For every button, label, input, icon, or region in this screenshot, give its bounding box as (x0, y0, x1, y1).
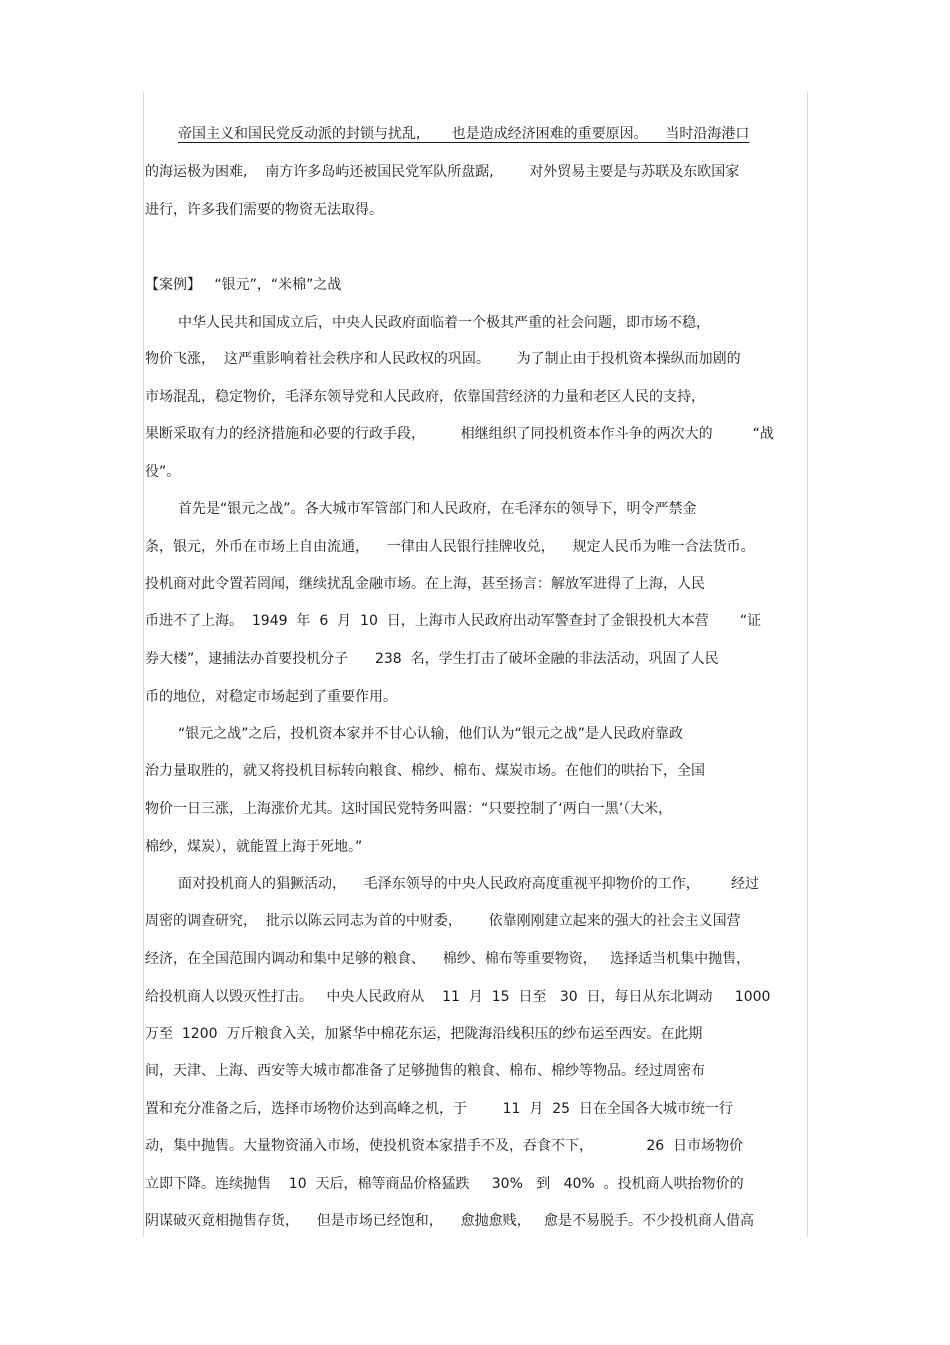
text-line: 进行，许多我们需要的物资无法取得。 (145, 202, 383, 218)
text-line: 周密的调查研究， 批示以陈云同志为首的中财委， 依靠刚刚建立起来的强大的社会主义国营 (145, 913, 741, 929)
text-line: 役”。 (145, 464, 181, 480)
text-line: 立即下降。连续抛售 10 天后，棉等商品价格猛跌 30% 到 40% 。投机商人哄抬物价的 (145, 1176, 744, 1192)
text-line: 万至 1200 万斤粮食入关，加紧华中棉花东运，把陇海沿线积压的纱布运至西安。在此期 (145, 1026, 703, 1042)
text-line: 物价一日三涨，上海涨价尤其。这时国民党特务叫嚣：“只要控制了‘两白一黑’（大米， (145, 801, 673, 817)
text-line: “银元之战”之后，投机资本家并不甘心认输，他们认为“银元之战”是人民政府靠政 (178, 726, 684, 742)
text-line: 币的地位，对稳定市场起到了重要作用。 (145, 689, 397, 705)
text-line: 帝国主义和国民党反动派的封锁与扰乱, 也是造成经济困难的重要原因。 当时沿海港口 (178, 126, 750, 142)
text-line: 给投机商人以毁灭性打击。 中央人民政府从 11 月 15 日至 30 日，每日从东北调动 1000 (145, 989, 771, 1005)
text-line: 物价飞涨， 这严重影响着社会秩序和人民政权的巩固。 为了制止由于投机资本操纵而加剧的 (145, 351, 741, 367)
text-line: 经济，在全国范围内调动和集中足够的粮食、 棉纱、棉布等重要物资， 选择适当机集中抛售， (145, 951, 751, 967)
text-line: 条，银元，外币在市场上自由流通， 一律由人民银行挂牌收兑， 规定人民币为唯一合法货币。 (145, 539, 755, 555)
text-line: 首先是“银元之战”。各大城市军管部门和人民政府，在毛泽东的领导下，明令严禁金 (178, 501, 697, 517)
text-line: 治力量取胜的，就又将投机目标转向粮食、棉纱、棉布、煤炭市场。在他们的哄抬下，全国 (145, 763, 705, 779)
text-line: 棉纱，煤炭），就能置上海于死地。” (145, 839, 363, 855)
text-line: 果断采取有力的经济措施和必要的行政手段， 相继组织了同投机资本作斗争的两次大的 “战 (145, 426, 774, 442)
text-line: 投机商对此令置若罔闻，继续扰乱金融市场。在上海，甚至扬言：解放军进得了上海，人民 (145, 576, 705, 592)
text-line: 币进不了上海。 1949 年 6 月 10 日，上海市人民政府出动军警查封了金银投机大本营 “证 (145, 613, 762, 629)
text-line: 动，集中抛售。大量物资涌入市场，使投机资本家措手不及，吞食不下， 26 日市场物价 (145, 1138, 744, 1154)
text-line: 【案例】 “银元”，“米棉”之战 (145, 277, 342, 293)
text-line: 置和充分准备之后，选择市场物价达到高峰之机，于 11 月 25 日在全国各大城市统一行 (145, 1101, 733, 1117)
text-line: 阴谋破灭竟相抛售存货， 但是市场已经饱和， 愈抛愈贱， 愈是不易脱手。不少投机商人借高 (145, 1213, 754, 1229)
text-line: 市场混乱，稳定物价，毛泽东领导党和人民政府，依靠国营经济的力量和老区人民的支持， (145, 389, 705, 405)
text-line: 间，天津、上海、西安等大城市都准备了足够抛售的粮食、棉布、棉纱等物品。经过周密布 (145, 1063, 705, 1079)
text-line: 中华人民共和国成立后，中央人民政府面临着一个极其严重的社会问题，即市场不稳， (178, 315, 710, 331)
text-line: 券大楼”，逮捕法办首要投机分子 238 名，学生打击了破坏金融的非法活动，巩固了人民 (145, 651, 719, 667)
text-line: 面对投机商人的猖獗活动， 毛泽东领导的中央人民政府高度重视平抑物价的工作， 经过 (178, 876, 759, 892)
text-line: 的海运极为困难, 南方许多岛屿还被国民党军队所盘踞, 对外贸易主要是与苏联及东欧国家 (145, 164, 740, 180)
